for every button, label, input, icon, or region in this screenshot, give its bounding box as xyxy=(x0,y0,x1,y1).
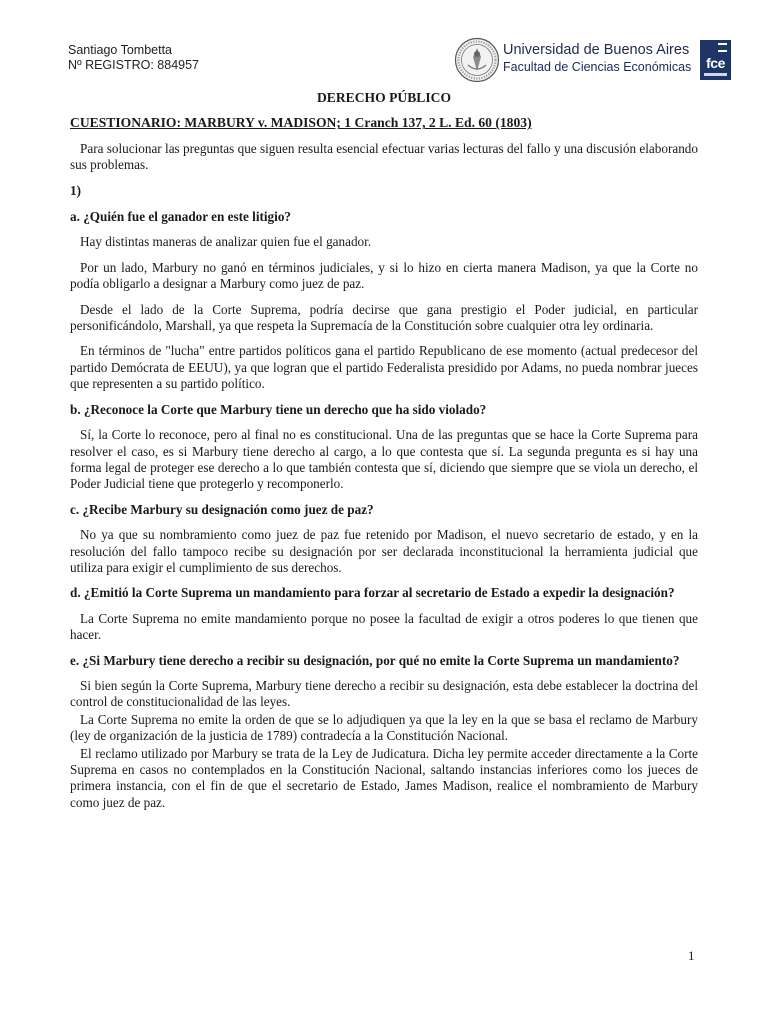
author-block xyxy=(68,43,199,73)
answer-a-paragraph: En términos de "lucha" entre partidos políticos gana el partido Republicano de ese momento (actual predecesor del partido Demócrata de EEUU), ya que logran que el partido Federalista presidido por Adams, no pueda nombrar jueces que representen a su partido político. xyxy=(70,343,698,392)
answer-e-paragraph: La Corte Suprema no emite la orden de que se lo adjudiquen ya que la ley en la que se basa el reclamo de Marbury (ley de organización de la justicia de 1789) contradecía a la Constitución Nacional. xyxy=(70,711,698,744)
question-c: c. ¿Recibe Marbury su designación como juez de paz? xyxy=(70,501,374,517)
answer-e-paragraph: El reclamo utilizado por Marbury se trata de la Ley de Judicatura. Dicha ley permite acceder directamente a la Corte Suprema en casos no contemplados en la Constitución Nacional, saltando instancias inferiores como los jueces de primera instancia, con el fin de que el secretario de Estado, James Madison, realice el nombramiento de Marbury como juez de paz. xyxy=(70,745,698,810)
fce-logo-text: fce xyxy=(706,55,725,71)
question-e: e. ¿Si Marbury tiene derecho a recibir su designación, por qué no emite la Corte Suprema un mandamiento? xyxy=(70,652,680,668)
answer-d-paragraph: La Corte Suprema no emite mandamiento porque no posee la facultad de exigir a otros poderes lo que tienen que hacer. xyxy=(70,610,698,643)
question-d: d. ¿Emitió la Corte Suprema un mandamiento para forzar al secretario de Estado a expedir la designación? xyxy=(70,585,675,601)
author-name: Santiago Tombetta xyxy=(68,43,173,57)
page-header xyxy=(0,0,768,90)
question-a: a. ¿Quién fue el ganador en este litigio? xyxy=(70,209,292,225)
answer-b-paragraph: Sí, la Corte lo reconoce, pero al final no es constitucional. Una de las preguntas que se hace la Corte Suprema para resolver el caso, es si Marbury tiene derecho al cargo, a lo que contesta que sí. La segunda pregunta es si hay una forma legal de proteger ese derecho a lo que también contesta que sí, diciendo que siempre que se viola un derecho, el Poder Judicial tiene que protegerlo y recomponerlo. xyxy=(70,427,698,492)
page-number: 1 xyxy=(688,948,695,963)
uba-seal-icon xyxy=(454,37,500,83)
faculty-name: Facultad de Ciencias Económicas xyxy=(503,60,692,74)
document-subtitle: CUESTIONARIO: MARBURY v. MADISON; 1 Cranch 137, 2 L. Ed. 60 (1803) xyxy=(70,115,532,131)
answer-a-paragraph: Desde el lado de la Corte Suprema, podría decirse que gana prestigio el Poder judicial, en particular personificándolo, Marshall, ya que respeta la Supremacía de la Constitución sobre cualquier otra ley ordinaria. xyxy=(70,301,698,334)
university-name: Universidad de Buenos Aires xyxy=(503,42,690,58)
registro-number: Nº REGISTRO: 884957 xyxy=(68,58,200,72)
university-logo xyxy=(454,37,732,85)
answer-c-paragraph: No ya que su nombramiento como juez de paz fue retenido por Madison, el nuevo secretario de estado, y en la resolución del fallo tampoco recibe su designación por ser declarada inconstitucional la herramienta judicial que utiliza para exigir el cumplimiento de sus derechos. xyxy=(70,527,698,575)
answer-a-paragraph: Por un lado, Marbury no ganó en términos judiciales, y si lo hizo en cierta manera Madison, ya que la Corte no podía obligarlo a designar a Marbury como juez de paz. xyxy=(70,259,698,292)
intro-paragraph: Para solucionar las preguntas que siguen resulta esencial efectuar varias lecturas del fallo y una discusión elaborando sus problemas. xyxy=(70,140,698,173)
fce-logo-icon xyxy=(700,40,731,80)
document-body xyxy=(70,90,698,820)
question-b: b. ¿Reconoce la Corte que Marbury tiene un derecho que ha sido violado? xyxy=(70,401,487,417)
section-number: 1) xyxy=(70,182,81,198)
university-text xyxy=(503,42,691,75)
answer-e-paragraph: Si bien según la Corte Suprema, Marbury tiene derecho a recibir su designación, esta debe establecer la doctrina del control de constitucionalidad de las leyes. xyxy=(70,677,698,710)
document-title: DERECHO PÚBLICO xyxy=(316,90,452,105)
answer-a-paragraph: Hay distintas maneras de analizar quien fue el ganador. xyxy=(80,234,372,250)
